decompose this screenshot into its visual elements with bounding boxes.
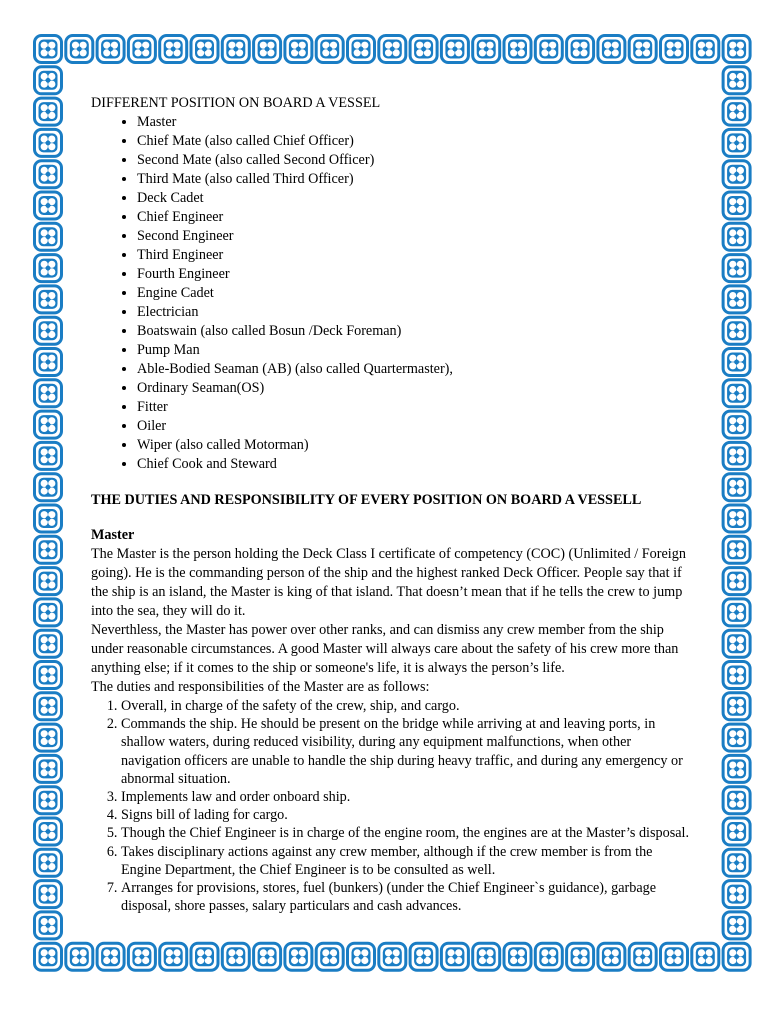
four-leaf-clover-icon: [723, 755, 750, 782]
four-leaf-clover-icon: [567, 36, 594, 63]
four-leaf-clover-icon: [723, 192, 750, 219]
four-leaf-clover-icon: [410, 36, 437, 63]
four-leaf-clover-icon: [535, 36, 562, 63]
four-leaf-clover-icon: [35, 630, 62, 657]
four-leaf-clover-icon: [723, 67, 750, 94]
position-item: • Deck Cadet: [137, 189, 691, 208]
four-leaf-clover-icon: [723, 536, 750, 563]
duty-item: 3. Implements law and order onboard ship.: [121, 788, 691, 806]
four-leaf-clover-icon: [66, 943, 93, 970]
four-leaf-clover-icon: [379, 36, 406, 63]
four-leaf-clover-icon: [128, 943, 155, 970]
duty-item: 4. Signs bill of lading for cargo.: [121, 806, 691, 824]
duty-item: 7. Arranges for provisions, stores, fuel (bunkers) (under the Chief Engineer`s guidance), garbage disposal, shore passes, salary particulars and cash advances.: [121, 879, 691, 915]
four-leaf-clover-icon: [723, 129, 750, 156]
four-leaf-clover-icon: [285, 36, 312, 63]
four-leaf-clover-icon: [504, 943, 531, 970]
four-leaf-clover-icon: [254, 36, 281, 63]
master-duties-list: [91, 697, 691, 915]
four-leaf-clover-icon: [535, 943, 562, 970]
four-leaf-clover-icon: [723, 161, 750, 188]
four-leaf-clover-icon: [723, 818, 750, 845]
four-leaf-clover-icon: [316, 36, 343, 63]
master-paragraph-2: Neverthless, the Master has power over other ranks, and can dismiss any crew member from the ship under reasonable circumstances. A good Master will always care about the safety of his crew more than anything else; if it comes to the ship or someone's life, it is always the person’s life.: [91, 622, 679, 676]
four-leaf-clover-icon: [723, 912, 750, 939]
four-leaf-clover-icon: [222, 36, 249, 63]
four-leaf-clover-icon: [410, 943, 437, 970]
four-leaf-clover-icon: [723, 98, 750, 125]
duty-item: 2. Commands the ship. He should be present on the bridge while arriving at and leaving ports, in shallow waters, during reduced visibility, during any equipment malfunctions, when other navigation officers are unable to handle the ship during heavy traffic, and during any emergency or abnormal situation.: [121, 715, 691, 788]
four-leaf-clover-icon: [35, 787, 62, 814]
master-heading: Master: [91, 527, 135, 543]
duty-item: 1. Overall, in charge of the safety of the crew, ship, and cargo.: [121, 697, 691, 715]
duty-item: 6. Takes disciplinary actions against any crew member, although if the crew member is from the Engine Department, the Chief Engineer is to be consulted as well.: [121, 843, 691, 879]
master-duties-intro: The duties and responsibilities of the Master are as follows:: [91, 679, 430, 695]
four-leaf-clover-icon: [35, 505, 62, 532]
four-leaf-clover-icon: [723, 568, 750, 595]
four-leaf-clover-icon: [35, 442, 62, 469]
four-leaf-clover-icon: [35, 223, 62, 250]
four-leaf-clover-icon: [35, 36, 62, 63]
four-leaf-clover-icon: [629, 36, 656, 63]
four-leaf-clover-icon: [441, 943, 468, 970]
four-leaf-clover-icon: [128, 36, 155, 63]
four-leaf-clover-icon: [35, 192, 62, 219]
four-leaf-clover-icon: [692, 36, 719, 63]
four-leaf-clover-icon: [723, 380, 750, 407]
four-leaf-clover-icon: [35, 380, 62, 407]
four-leaf-clover-icon: [348, 943, 375, 970]
position-item: • Chief Engineer: [137, 208, 691, 227]
four-leaf-clover-icon: [35, 67, 62, 94]
four-leaf-clover-icon: [35, 724, 62, 751]
four-leaf-clover-icon: [35, 317, 62, 344]
four-leaf-clover-icon: [723, 881, 750, 908]
four-leaf-clover-icon: [723, 223, 750, 250]
position-item: • Wiper (also called Motorman): [137, 436, 691, 455]
four-leaf-clover-icon: [723, 599, 750, 626]
four-leaf-clover-icon: [723, 724, 750, 751]
four-leaf-clover-icon: [598, 36, 625, 63]
position-item: • Fitter: [137, 398, 691, 417]
four-leaf-clover-icon: [598, 943, 625, 970]
four-leaf-clover-icon: [35, 536, 62, 563]
four-leaf-clover-icon: [222, 943, 249, 970]
four-leaf-clover-icon: [35, 599, 62, 626]
four-leaf-clover-icon: [629, 943, 656, 970]
four-leaf-clover-icon: [723, 349, 750, 376]
position-item: • Boatswain (also called Bosun /Deck Foreman): [137, 322, 691, 341]
four-leaf-clover-icon: [723, 255, 750, 282]
four-leaf-clover-icon: [723, 36, 750, 63]
four-leaf-clover-icon: [35, 474, 62, 501]
four-leaf-clover-icon: [285, 943, 312, 970]
four-leaf-clover-icon: [723, 787, 750, 814]
four-leaf-clover-icon: [723, 286, 750, 313]
four-leaf-clover-icon: [692, 943, 719, 970]
four-leaf-clover-icon: [35, 411, 62, 438]
position-item: • Pump Man: [137, 341, 691, 360]
four-leaf-clover-icon: [473, 36, 500, 63]
four-leaf-clover-icon: [723, 943, 750, 970]
four-leaf-clover-icon: [723, 693, 750, 720]
position-item: • Electrician: [137, 303, 691, 322]
position-item: • Chief Mate (also called Chief Officer): [137, 132, 691, 151]
four-leaf-clover-icon: [254, 943, 281, 970]
four-leaf-clover-icon: [35, 161, 62, 188]
four-leaf-clover-icon: [661, 36, 688, 63]
four-leaf-clover-icon: [97, 36, 124, 63]
four-leaf-clover-icon: [35, 286, 62, 313]
position-item: • Chief Cook and Steward: [137, 455, 691, 474]
four-leaf-clover-icon: [35, 755, 62, 782]
master-paragraph-1: The Master is the person holding the Deck Class I certificate of competency (COC) (Unlimited / Foreign going). He is the commanding person of the ship and the highest ranked Deck Officer. People say that if the ship is an island, the Master is king of that island. That doesn’t mean that if he tells the crew to jump into the sea, they will do it.: [91, 546, 686, 619]
position-item: • Third Mate (also called Third Officer): [137, 170, 691, 189]
position-item: • Fourth Engineer: [137, 265, 691, 284]
four-leaf-clover-icon: [348, 36, 375, 63]
four-leaf-clover-icon: [97, 943, 124, 970]
four-leaf-clover-icon: [723, 630, 750, 657]
duty-item: 5. Though the Chief Engineer is in charge of the engine room, the engines are at the Master’s disposal.: [121, 824, 691, 842]
four-leaf-clover-icon: [316, 943, 343, 970]
section-heading: THE DUTIES AND RESPONSIBILITY OF EVERY POSITION ON BOARD A VESSELL: [91, 492, 642, 508]
four-leaf-clover-icon: [723, 442, 750, 469]
four-leaf-clover-icon: [35, 693, 62, 720]
position-item: • Engine Cadet: [137, 284, 691, 303]
four-leaf-clover-icon: [567, 943, 594, 970]
position-item: • Able-Bodied Seaman (AB) (also called Quartermaster),: [137, 360, 691, 379]
four-leaf-clover-icon: [504, 36, 531, 63]
page-title: DIFFERENT POSITION ON BOARD A VESSEL: [91, 95, 381, 111]
four-leaf-clover-icon: [35, 129, 62, 156]
four-leaf-clover-icon: [723, 411, 750, 438]
positions-list: [91, 113, 691, 474]
four-leaf-clover-icon: [35, 349, 62, 376]
position-item: • Second Engineer: [137, 227, 691, 246]
four-leaf-clover-icon: [723, 849, 750, 876]
document-body: [91, 94, 691, 915]
four-leaf-clover-icon: [723, 474, 750, 501]
four-leaf-clover-icon: [191, 943, 218, 970]
four-leaf-clover-icon: [35, 255, 62, 282]
position-item: • Master: [137, 113, 691, 132]
four-leaf-clover-icon: [160, 36, 187, 63]
four-leaf-clover-icon: [35, 943, 62, 970]
four-leaf-clover-icon: [661, 943, 688, 970]
four-leaf-clover-icon: [35, 881, 62, 908]
four-leaf-clover-icon: [35, 98, 62, 125]
position-item: • Oiler: [137, 417, 691, 436]
four-leaf-clover-icon: [35, 849, 62, 876]
four-leaf-clover-icon: [35, 912, 62, 939]
four-leaf-clover-icon: [35, 662, 62, 689]
four-leaf-clover-icon: [191, 36, 218, 63]
four-leaf-clover-icon: [379, 943, 406, 970]
position-item: • Ordinary Seaman(OS): [137, 379, 691, 398]
four-leaf-clover-icon: [441, 36, 468, 63]
four-leaf-clover-icon: [160, 943, 187, 970]
four-leaf-clover-icon: [723, 505, 750, 532]
four-leaf-clover-icon: [35, 818, 62, 845]
four-leaf-clover-icon: [35, 568, 62, 595]
four-leaf-clover-icon: [723, 662, 750, 689]
four-leaf-clover-icon: [66, 36, 93, 63]
position-item: • Second Mate (also called Second Officer): [137, 151, 691, 170]
four-leaf-clover-icon: [723, 317, 750, 344]
position-item: • Third Engineer: [137, 246, 691, 265]
four-leaf-clover-icon: [473, 943, 500, 970]
